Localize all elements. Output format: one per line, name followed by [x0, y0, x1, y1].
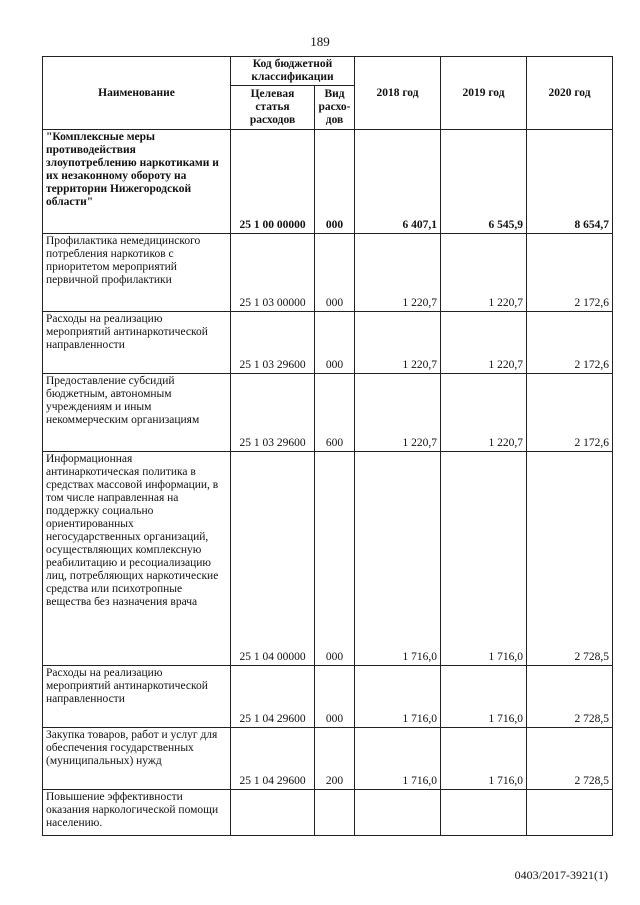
row-type: 000	[315, 234, 355, 312]
row-name: Расходы на реализацию мероприятий антинаркотической направленности	[43, 312, 231, 374]
row-value-2019: 1 716,0	[441, 728, 527, 790]
row-value-2019: 1 220,7	[441, 312, 527, 374]
row-value-2019: 1 716,0	[441, 452, 527, 666]
row-name: "Комплексные меры противодействия злоупотреблению наркотиками и их незаконному обороту на территории Нижегородской области"	[43, 130, 231, 234]
row-value-2020: 2 728,5	[527, 728, 613, 790]
row-code: 25 1 03 00000	[231, 234, 315, 312]
row-value-2019: 1 220,7	[441, 234, 527, 312]
row-code: 25 1 03 29600	[231, 312, 315, 374]
row-value-2020: 2 172,6	[527, 234, 613, 312]
row-name: Информационная антинаркотическая политика в средствах массовой информации, в том числе направленная на поддержку социально ориентированных негосударственных организаций, осуществляющих комплексную реабилитацию и ресоциализацию лиц, потребляющих наркотические средства или психотропные вещества без назначения врача	[43, 452, 231, 666]
table-row	[43, 130, 613, 234]
table-row	[43, 666, 613, 728]
row-type: 000	[315, 130, 355, 234]
table-row	[43, 790, 613, 836]
header-target-article: Целевая статья расходов	[231, 86, 315, 130]
row-value-2020: 2 728,5	[527, 666, 613, 728]
row-value-2020: 8 654,7	[527, 130, 613, 234]
header-code-group: Код бюджетной классификации	[231, 57, 355, 86]
row-type: 200	[315, 728, 355, 790]
header-2019: 2019 год	[441, 57, 527, 130]
row-value-2018: 6 407,1	[355, 130, 441, 234]
row-type	[315, 790, 355, 836]
row-value-2019: 1 716,0	[441, 666, 527, 728]
row-name: Повышение эффективности оказания наркологической помощи населению.	[43, 790, 231, 836]
row-value-2018: 1 716,0	[355, 452, 441, 666]
row-type: 600	[315, 374, 355, 452]
header-expense-type: Вид расхо-дов	[315, 86, 355, 130]
row-value-2018: 1 220,7	[355, 374, 441, 452]
budget-table	[42, 56, 613, 836]
row-value-2018: 1 220,7	[355, 312, 441, 374]
row-value-2020: 2 172,6	[527, 312, 613, 374]
row-value-2018: 1 220,7	[355, 234, 441, 312]
row-code	[231, 790, 315, 836]
row-code: 25 1 00 00000	[231, 130, 315, 234]
row-code: 25 1 03 29600	[231, 374, 315, 452]
row-value-2019: 6 545,9	[441, 130, 527, 234]
table-row	[43, 728, 613, 790]
header-2018: 2018 год	[355, 57, 441, 130]
row-value-2019	[441, 790, 527, 836]
row-value-2020: 2 172,6	[527, 374, 613, 452]
header-name: Наименование	[43, 57, 231, 130]
row-value-2020: 2 728,5	[527, 452, 613, 666]
table-row	[43, 312, 613, 374]
table-row	[43, 374, 613, 452]
row-code: 25 1 04 29600	[231, 666, 315, 728]
row-value-2018	[355, 790, 441, 836]
row-value-2018: 1 716,0	[355, 728, 441, 790]
row-value-2018: 1 716,0	[355, 666, 441, 728]
row-name: Расходы на реализацию мероприятий антинаркотической направленности	[43, 666, 231, 728]
row-type: 000	[315, 312, 355, 374]
header-2020: 2020 год	[527, 57, 613, 130]
document-code: 0403/2017-3921(1)	[514, 868, 608, 882]
table-row	[43, 452, 613, 666]
row-name: Профилактика немедицинского потребления наркотиков с приоритетом мероприятий первичной профилактики	[43, 234, 231, 312]
row-code: 25 1 04 29600	[231, 728, 315, 790]
table-row	[43, 234, 613, 312]
row-name: Предоставление субсидий бюджетным, автономным учреждениям и иным некоммерческим организациям	[43, 374, 231, 452]
row-name: Закупка товаров, работ и услуг для обеспечения государственных (муниципальных) нужд	[43, 728, 231, 790]
page-number: 189	[310, 34, 330, 49]
row-value-2019: 1 220,7	[441, 374, 527, 452]
row-type: 000	[315, 452, 355, 666]
row-value-2020	[527, 790, 613, 836]
row-code: 25 1 04 00000	[231, 452, 315, 666]
row-type: 000	[315, 666, 355, 728]
